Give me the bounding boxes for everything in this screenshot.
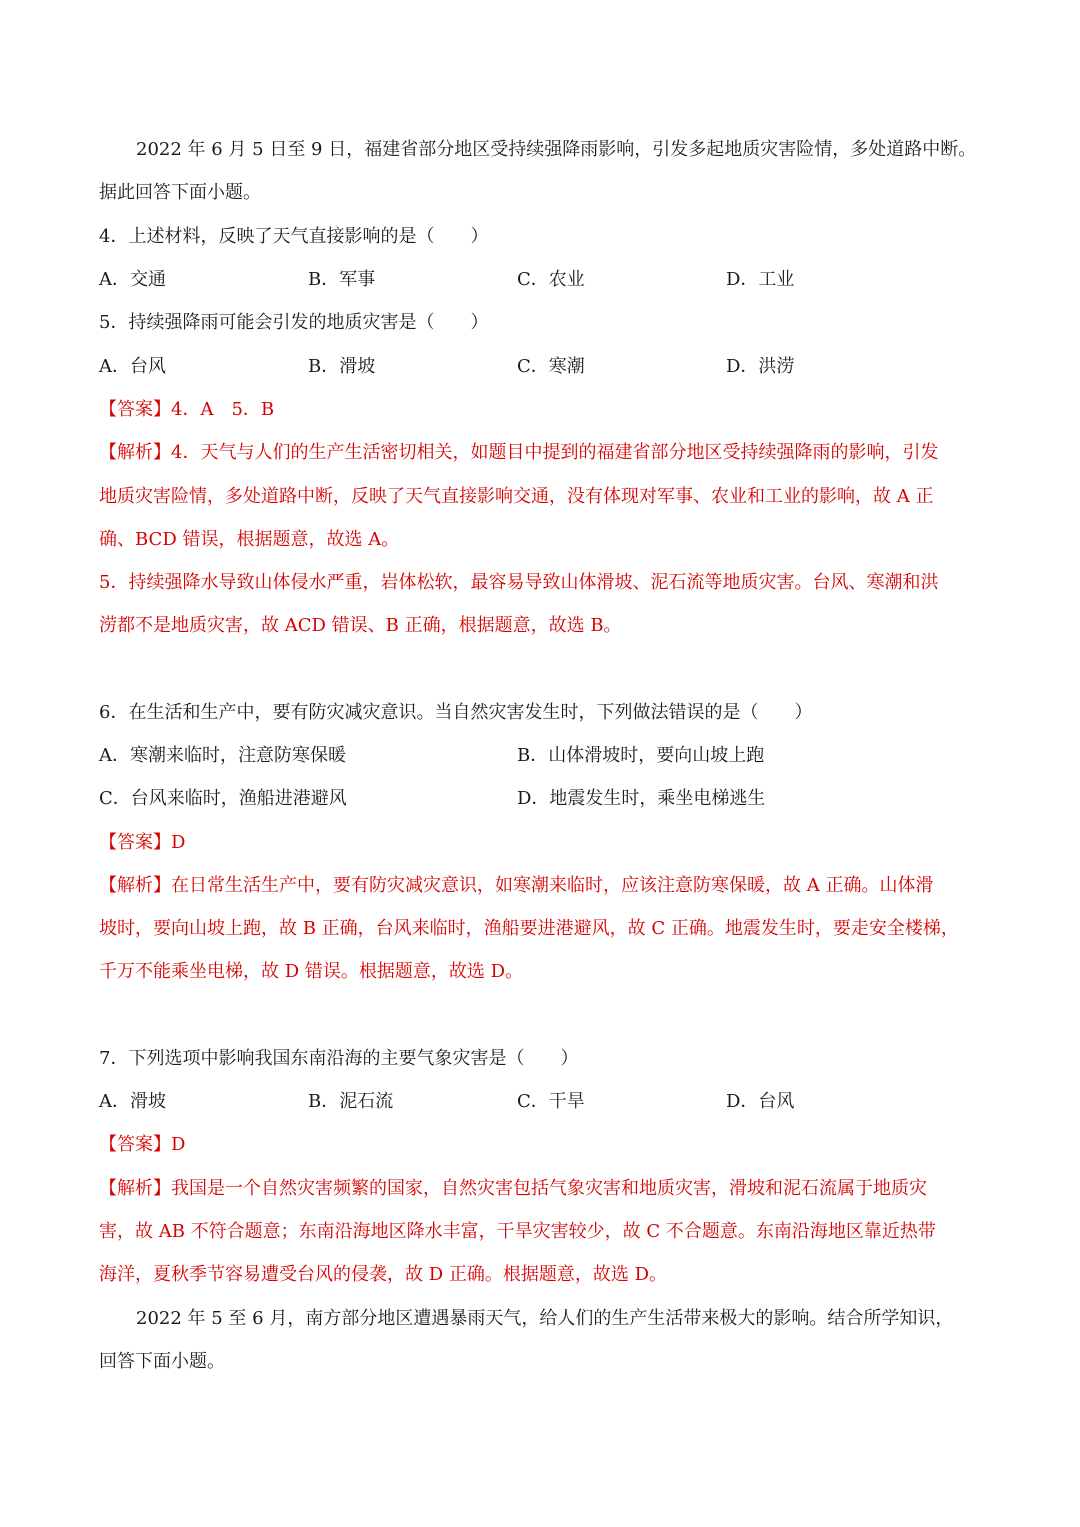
explanation-line: 坡时，要向山坡上跑，故 B 正确，台风来临时，渔船要进港避风，故 C 正确。地震发生时，要走安全楼梯， xyxy=(99,918,959,939)
q7-option-b: B．泥石流 xyxy=(308,1091,394,1112)
q6-option-b: B．山体滑坡时，要向山坡上跑 xyxy=(517,745,765,766)
explanation-line: 【解析】4．天气与人们的生产生活密切相关，如题目中提到的福建省部分地区受持续强降雨的影响，引发 xyxy=(99,442,939,463)
question-6-stem: 6．在生活和生产中，要有防灾减灾意识。当自然灾害发生时，下列做法错误的是（ ） xyxy=(99,702,813,723)
explanation-line: 【解析】我国是一个自然灾害频繁的国家，自然灾害包括气象灾害和地质灾害，滑坡和泥石流属于地质灾 xyxy=(99,1178,927,1199)
intro-paragraph-line: 据此回答下面小题。 xyxy=(99,182,261,203)
q5-option-d: D．洪涝 xyxy=(726,356,795,377)
q7-option-a: A．滑坡 xyxy=(99,1091,166,1112)
q4-option-c: C．农业 xyxy=(517,269,585,290)
q7-option-c: C．干旱 xyxy=(517,1091,585,1112)
intro-paragraph-line: 2022 年 5 至 6 月，南方部分地区遭遇暴雨天气，给人们的生产生活带来极大的影响。结合所学知识， xyxy=(136,1308,954,1329)
explanation-line: 害，故 AB 不符合题意；东南沿海地区降水丰富，干旱灾害较少，故 C 不合题意。东南沿海地区靠近热带 xyxy=(99,1221,936,1242)
q6-option-c: C．台风来临时，渔船进港避风 xyxy=(99,788,347,809)
question-4-stem: 4．上述材料，反映了天气直接影响的是（ ） xyxy=(99,226,489,247)
explanation-line: 海洋，夏秋季节容易遭受台风的侵袭，故 D 正确。根据题意，故选 D。 xyxy=(99,1264,668,1285)
intro-paragraph-line: 回答下面小题。 xyxy=(99,1351,225,1372)
q7-option-d: D．台风 xyxy=(726,1091,795,1112)
explanation-line: 地质灾害险情，多处道路中断，反映了天气直接影响交通，没有体现对军事、农业和工业的影响，故 A 正 xyxy=(99,486,934,507)
explanation-line: 涝都不是地质灾害，故 ACD 错误、B 正确，根据题意，故选 B。 xyxy=(99,615,622,636)
q6-option-d: D．地震发生时，乘坐电梯逃生 xyxy=(517,788,766,809)
q5-option-a: A．台风 xyxy=(99,356,166,377)
answer-4-5: 【答案】4．A 5．B xyxy=(99,399,275,420)
q6-option-a: A．寒潮来临时，注意防寒保暖 xyxy=(99,745,346,766)
q4-option-a: A．交通 xyxy=(99,269,166,290)
answer-6: 【答案】D xyxy=(99,832,186,853)
explanation-line: 千万不能乘坐电梯，故 D 错误。根据题意，故选 D。 xyxy=(99,961,524,982)
explanation-line: 确、BCD 错误，根据题意，故选 A。 xyxy=(99,529,400,550)
explanation-line: 5．持续强降水导致山体侵水严重，岩体松软，最容易导致山体滑坡、泥石流等地质灾害。台风、寒潮和洪 xyxy=(99,572,939,593)
intro-paragraph-line: 2022 年 6 月 5 日至 9 日，福建省部分地区受持续强降雨影响，引发多起地质灾害险情，多处道路中断。 xyxy=(136,139,977,160)
q5-option-c: C．寒潮 xyxy=(517,356,585,377)
answer-7: 【答案】D xyxy=(99,1134,186,1155)
explanation-line: 【解析】在日常生活生产中，要有防灾减灾意识，如寒潮来临时，应该注意防寒保暖，故 A 正确。山体滑 xyxy=(99,875,934,896)
q5-option-b: B．滑坡 xyxy=(308,356,376,377)
question-5-stem: 5．持续强降雨可能会引发的地质灾害是（ ） xyxy=(99,312,489,333)
q4-option-b: B．军事 xyxy=(308,269,376,290)
question-7-stem: 7．下列选项中影响我国东南沿海的主要气象灾害是（ ） xyxy=(99,1048,579,1069)
q4-option-d: D．工业 xyxy=(726,269,795,290)
